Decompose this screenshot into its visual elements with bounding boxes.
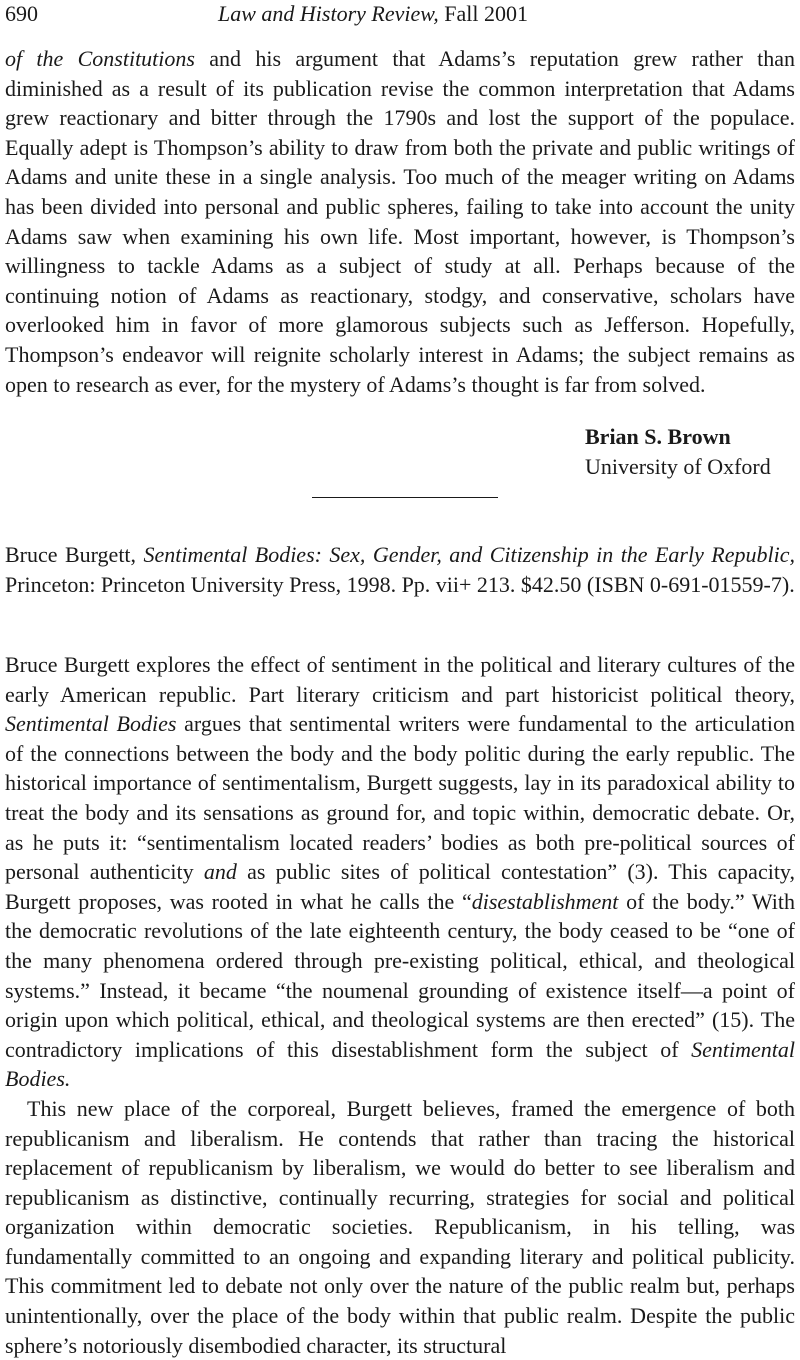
- italic-run: Sentimental Bodies: Sex, Gender, and Citizenship in the Early Republic,: [143, 542, 795, 567]
- italic-run: Sentimental Bodies: [5, 711, 177, 737]
- book-citation: [5, 540, 795, 600]
- review-2-paragraph-2: [5, 1094, 795, 1360]
- italic-run: Sentimental Bodies.: [5, 1036, 795, 1092]
- italic-run: of the Constitutions: [5, 46, 195, 71]
- italic-run: and: [203, 859, 237, 885]
- text-run: argues that sentimental writers were fundamental to the articulation of the connections between the body and the body politic during the early republic. The historical importance of sentimentalism, Burgett suggests, lay in its paradoxical ability to treat the body and its sensations as ground for, and topic within, democratic debate. Or, as he puts it: “sentimentalism located readers’ bodies as both pre-political sources of personal authenticity: [5, 711, 795, 885]
- running-head: [218, 1, 528, 27]
- text-run: Bruce Burgett explores the effect of sentiment in the political and literary cultures of the early American republic. Part literary criticism and part historicist political theory,: [5, 652, 795, 707]
- review-1-text: [5, 44, 795, 399]
- text-run: and his argument that Adams’s reputation grew rather than diminished as a result of its publication revise the common interpretation that Adams grew reactionary and bitter through the 1790s and lost the support of the populace. Equally adept is Thompson’s ability to draw from both the private and public writings of Adams and unite these in a single analysis. Too much of the meager writing on Adams has been divided into personal and public spheres, failing to take into account the unity Adams saw when examining his own life. Most important, however, is Thompson’s willingness to tackle Adams as a subject of study at all. Perhaps because of the continuing notion of Adams as reactionary, stodgy, and conservative, scholars have overlooked him in favor of more glamorous subjects such as Jefferson. Hopefully, Thompson’s endeavor will reignite scholarly interest in Adams; the subject remains as open to research as ever, for the mystery of Adams’s thought is far from solved.: [5, 46, 795, 397]
- page-header: [5, 0, 795, 40]
- reviewer-signature: [585, 422, 771, 482]
- text-run: as public sites of political contestation” (3). This capacity, Burgett proposes, was rooted in what he calls the “: [5, 859, 795, 914]
- review-1-closing-paragraph: [5, 44, 795, 399]
- reviewer-name: Brian S. Brown: [585, 424, 731, 449]
- italic-run: disestablishment: [471, 888, 619, 914]
- text-run: Bruce Burgett,: [5, 542, 144, 567]
- reviewer-affiliation: University of Oxford: [585, 454, 771, 479]
- text-run: of the body.” With the democratic revolutions of the late eighteenth century, the body ceased to be “one of the many phenomena ordered through pre-existing political, ethical, and theological systems.” Instead, it became “the noumenal grounding of existence itself—a point of origin upon which political, ethical, and theological systems are then erected” (15). The contradictory implications of this disestablishment form the subject of: [5, 888, 796, 1062]
- journal-page: [5, 0, 796, 1358]
- text-run: This new place of the corporeal, Burgett believes, framed the emergence of both republicanism and liberalism. He contends that rather than tracing the historical replacement of republicanism by liberalism, we would do better to see liberalism and republicanism as distinctive, continually recurring, strategies for social and political organization within democratic societies. Republicanism, in his telling, was fundamentally committed to an ongoing and expanding literary and political publicity. This commitment led to debate not only over the nature of the public realm but, perhaps unintentionally, over the place of the body within that public realm. Despite the public sphere’s notoriously disembodied character, its structural: [5, 1095, 795, 1358]
- journal-title: Law and History Review,: [218, 1, 439, 26]
- section-divider: [312, 497, 498, 498]
- review-2-text: [5, 650, 795, 1360]
- journal-issue: Fall 2001: [444, 1, 529, 26]
- page-number: 690: [5, 1, 38, 26]
- text-run: Princeton: Princeton University Press, 1998. Pp. vii+ 213. $42.50 (ISBN 0-691-01559-7).: [5, 572, 795, 597]
- review-2-paragraph-1: [5, 650, 795, 1094]
